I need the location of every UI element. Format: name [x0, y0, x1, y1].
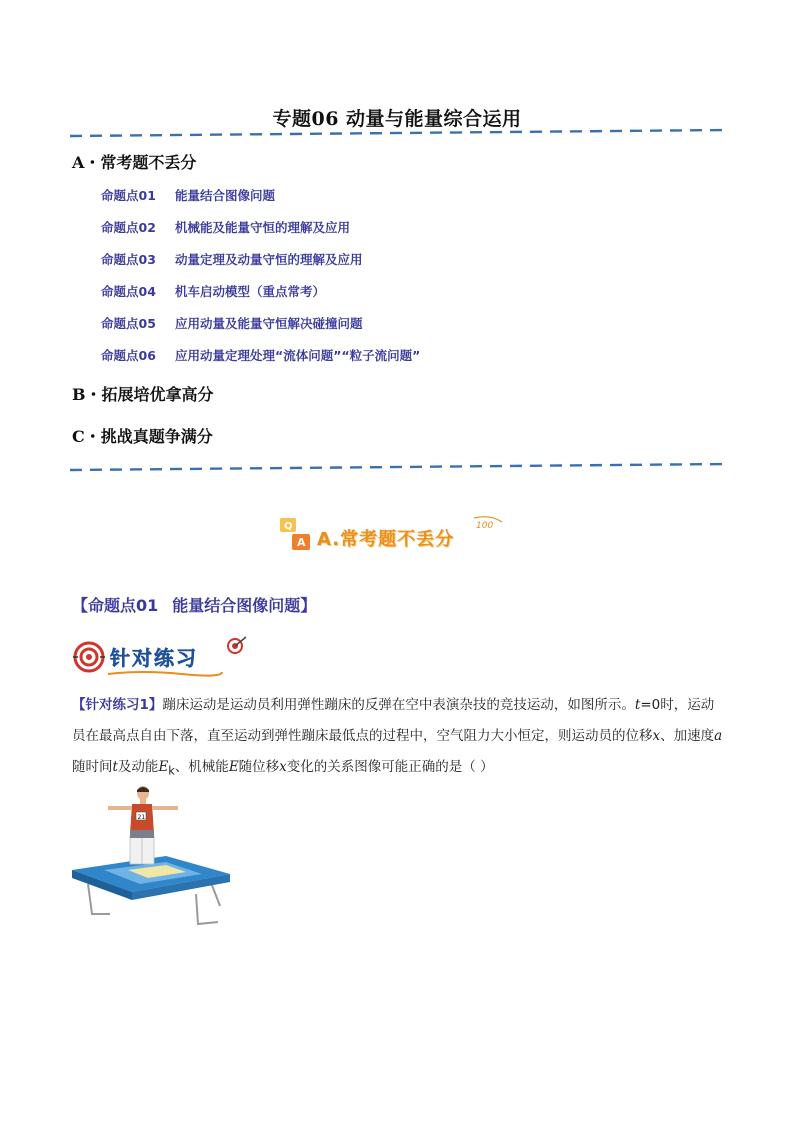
- a-letter: A: [297, 536, 306, 549]
- toc-item-text: 机车启动模型（重点常考）: [175, 284, 326, 299]
- point-text: 能量结合图像问题: [172, 596, 301, 615]
- toc-item-number: 命题点04: [101, 284, 156, 299]
- bracket-close: 】: [300, 596, 317, 615]
- toc-item[interactable]: [101, 186, 420, 218]
- toc-item[interactable]: [101, 346, 420, 378]
- point-number: 命题点01: [88, 596, 159, 615]
- section-b-heading: B・拓展培优拿高分: [72, 385, 214, 404]
- practice-badge-text: 针对练习: [110, 646, 198, 670]
- toc-item[interactable]: [101, 218, 420, 250]
- toc-item-number: 命题点01: [101, 188, 156, 203]
- score-mark: 100: [476, 521, 494, 531]
- toc-item-text: 能量结合图像问题: [175, 188, 276, 203]
- point-heading: [72, 593, 316, 616]
- dart-target-icon: [228, 637, 246, 653]
- trampoline-figure: [70, 786, 240, 932]
- toc-item[interactable]: [101, 282, 420, 314]
- toc-item-text: 动量定理及动量守恒的理解及应用: [175, 252, 363, 267]
- exercise-text: 【针对练习1】蹦床运动是运动员利用弹性蹦床的反弹在空中表演杂技的竞技运动，如图所示。t=0时，运动员在最高点自由下落，直至运动到弹性蹦床最低点的过程中，空气阻力大小恒定，则运动员的位移x、加速度a随时间t及动能$E_k$、机械能E随位移x变化的关系图像可能正确的是（ ）: [72, 697, 723, 778]
- toc-item[interactable]: [101, 314, 420, 346]
- section-a-heading: A・常考题不丢分: [72, 153, 197, 172]
- banner-text: A.常考题不丢分: [317, 529, 455, 550]
- divider-bottom: [70, 462, 726, 472]
- toc-item-text: 应用动量定理处理“流体问题”“粒子流问题”: [175, 348, 421, 363]
- bib-number: 21: [137, 814, 146, 821]
- exercise-tag: 【针对练习1】: [72, 697, 163, 713]
- toc-item-number: 命题点06: [101, 348, 156, 363]
- toc-list: [101, 186, 420, 378]
- athlete-illustration: [108, 786, 178, 864]
- toc-item-text: 应用动量及能量守恒解决碰撞问题: [175, 316, 363, 331]
- toc-item-number: 命题点03: [101, 252, 156, 267]
- toc-item-number: 命题点02: [101, 220, 156, 235]
- page-title: 专题06 动量与能量综合运用: [272, 108, 522, 130]
- target-icon: [73, 643, 105, 671]
- toc-item-text: 机械能及能量守恒的理解及应用: [175, 220, 351, 235]
- bracket-open: 【: [72, 596, 89, 615]
- toc-item[interactable]: [101, 250, 420, 282]
- q-letter: Q: [284, 521, 293, 532]
- section-c-heading: C・挑战真题争满分: [72, 427, 213, 446]
- divider-top: [70, 128, 726, 138]
- toc-item-number: 命题点05: [101, 316, 156, 331]
